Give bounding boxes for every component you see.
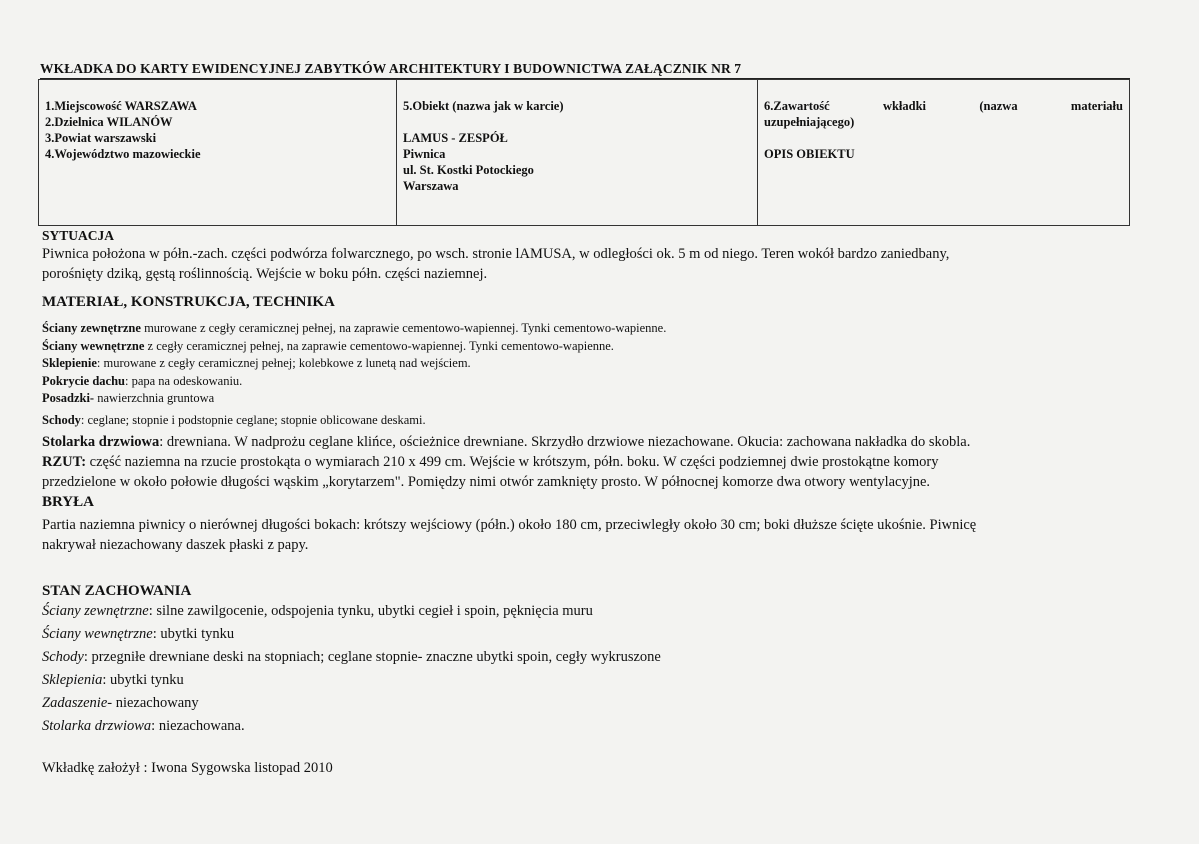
card-column-object: [397, 80, 758, 226]
stan-item-label: Ściany zewnętrzne: [42, 603, 149, 619]
stan-item: [42, 716, 1147, 736]
object-name: LAMUS - ZESPÓŁ: [403, 131, 508, 145]
material-item-label: Ściany wewnętrzne: [42, 338, 145, 353]
section-title-bryla: BRYŁA: [42, 494, 94, 510]
material-item-label: Ściany zewnętrzne: [42, 321, 141, 335]
stan-item-text: : ubytki tynku: [152, 626, 235, 642]
material-item-label: Schody: [42, 412, 81, 427]
material-item-text: : ceglane; stopnie i podstopnie ceglane; stopnie oblicowane deskami.: [80, 412, 426, 427]
document-body: [42, 228, 1147, 778]
contents-heading-word: 6.Zawartość: [764, 99, 830, 113]
stan-item: [42, 670, 1147, 690]
stan-item-label: Zadaszenie: [42, 695, 108, 711]
author-footer: Wkładkę założył : Iwona Sygowska listopad 2010: [42, 760, 333, 776]
stolarka-text: : drewniana. W nadprożu ceglane klińce, ościeżnice drewniane. Skrzydło drzwiowe niezachowane. Okucia: zachowana nakładka do skobla.: [159, 434, 971, 450]
sytuacja-line: porośnięty dziką, gęstą roślinnością. Wejście w boku półn. części naziemnej.: [42, 266, 488, 282]
rzut-line-2: przedzielone w około połowie długości wąskim „korytarzem". Pomiędzy nimi otwór zamknięty prosto. W północnej komorze dwa otwory wentylacyjne.: [42, 474, 931, 490]
card-column-location: [39, 80, 397, 226]
stolarka-label: Stolarka drzwiowa: [42, 434, 160, 450]
contents-heading-word: materiału: [1070, 99, 1123, 113]
rzut-line: [42, 452, 1147, 472]
location-county: 3.Powiat warszawski: [45, 131, 157, 145]
stan-item-text: : przegniłe drewniane deski na stopniach; ceglane stopnie- znaczne ubytki spoin, cegły wykruszone: [83, 649, 661, 665]
material-item-text: murowane z cegły ceramicznej pełnej, na zaprawie cementowo-wapiennej. Tynki cementowo-wapienne.: [140, 321, 667, 335]
stan-item-label: Schody: [42, 649, 84, 665]
material-item-label: Pokrycie dachu: [42, 373, 125, 388]
object-heading: 5.Obiekt (nazwa jak w karcie): [403, 99, 564, 113]
material-item: [42, 355, 1147, 373]
bryla-line: Partia naziemna piwnicy o nierównej długości bokach: krótszy wejściowy (półn.) około 180 cm, przeciwległy około 30 cm; boki dłuższe ścięte ukośnie. Piwnicę: [42, 517, 977, 533]
material-item-text: : papa na odeskowaniu.: [124, 373, 243, 388]
stan-item-label: Ściany wewnętrzne: [42, 626, 153, 642]
stan-item: [42, 624, 1147, 644]
material-item: [42, 338, 1147, 356]
sytuacja-line: Piwnica położona w półn.-zach. części podwórza folwarcznego, po wsch. stronie lAMUSA, w odległości ok. 5 m od niego. Teren wokół bardzo zaniedbany,: [42, 246, 950, 262]
material-list: [42, 320, 1147, 429]
contents-heading-word: wkładki: [882, 99, 927, 113]
card-column-contents: [758, 80, 1130, 226]
material-item-label: Posadzki-: [42, 391, 95, 405]
section-title-material: MATERIAŁ, KONSTRUKCJA, TECHNIKA: [42, 294, 335, 310]
stan-item-label: Sklepienia: [42, 672, 103, 688]
stan-item: [42, 601, 1147, 621]
contents-heading: [764, 98, 1123, 114]
stan-item-label: Stolarka drzwiowa: [42, 718, 152, 734]
material-item: [42, 320, 1147, 338]
location-city: 1.Miejscowość WARSZAWA: [45, 99, 197, 113]
stan-item: [42, 693, 1147, 713]
material-item-label: Sklepienie: [42, 356, 97, 370]
stan-item-text: - niezachowany: [107, 695, 199, 711]
rzut-text: część naziemna na rzucie prostokąta o wymiarach 210 x 499 cm. Wejście w krótszym, półn. boku. W części podziemnej dwie prostokątne komory: [86, 454, 939, 470]
material-item: [42, 412, 1147, 430]
stan-item-text: : ubytki tynku: [102, 672, 184, 688]
stan-item: [42, 647, 1147, 667]
contents-heading-word: (nazwa: [979, 99, 1018, 113]
material-item-text: nawierzchnia gruntowa: [94, 391, 215, 405]
rzut-label: RZUT:: [42, 454, 87, 470]
contents-heading-cont: uzupełniającego): [764, 115, 855, 129]
object-city: Warszawa: [403, 179, 459, 193]
material-item-text: z cegły ceramicznej pełnej, na zaprawie cementowo-wapiennej. Tynki cementowo-wapienne.: [144, 338, 614, 353]
material-item-text: : murowane z cegły ceramicznej pełnej; kolebkowe z lunetą nad wejściem.: [96, 356, 471, 370]
stan-item-text: : silne zawilgocenie, odspojenia tynku, ubytki cegieł i spoin, pęknięcia muru: [148, 603, 593, 619]
object-street: ul. St. Kostki Potockiego: [403, 163, 534, 177]
stolarka-line: [42, 432, 1147, 452]
record-card-table: [38, 79, 1130, 226]
location-province: 4.Województwo mazowieckie: [45, 147, 201, 161]
stan-item-text: : niezachowana.: [151, 718, 245, 734]
section-title-stan: STAN ZACHOWANIA: [42, 583, 192, 599]
location-district: 2.Dzielnica WILANÓW: [45, 115, 173, 129]
bryla-line: nakrywał niezachowany daszek płaski z papy.: [42, 537, 309, 553]
material-item: [42, 373, 1147, 391]
object-type: Piwnica: [403, 147, 446, 161]
contents-value: OPIS OBIEKTU: [764, 147, 855, 161]
section-title-sytuacja: SYTUACJA: [42, 228, 115, 243]
document-header-title: WKŁADKA DO KARTY EWIDENCYJNEJ ZABYTKÓW ARCHITEKTURY I BUDOWNICTWA ZAŁĄCZNIK NR 7: [40, 61, 1130, 79]
material-item: [42, 390, 1147, 408]
